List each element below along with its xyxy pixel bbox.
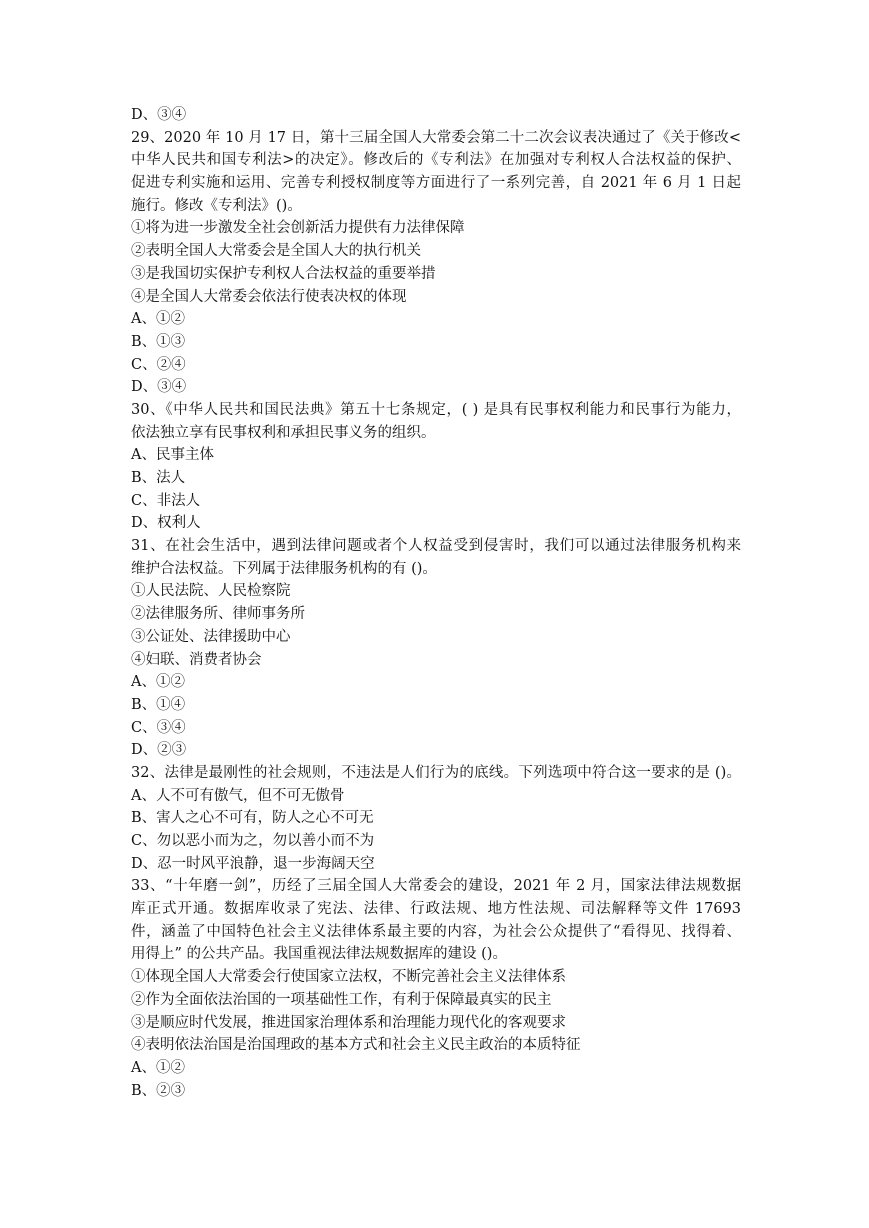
text-line: 用得上” 的公共产品。我国重视法律法规数据库的建设 ()。 [131, 946, 507, 963]
text-line: D、②③ [131, 742, 187, 759]
text-line: A、①② [131, 311, 185, 328]
text-line: D、③④ [131, 107, 187, 123]
text-line: 依法独立享有民事权利和承担民事义务的组织。 [131, 424, 436, 441]
text-line: ③是顺应时代发展，推进国家治理体系和治理能力现代化的客观要求 [131, 1014, 566, 1031]
text-line: 施行。修改《专利法》()。 [131, 197, 302, 214]
text-line: B、法人 [131, 470, 186, 486]
text-line: B、害人之心不可有，防人之心不可无 [131, 810, 374, 827]
text-line: 促进专利实施和运用、完善专利授权制度等方面进行了一系列完善，自 2021 年 6 月 1 日起 [131, 175, 741, 192]
document-page [131, 104, 741, 1102]
text-line: D、忍一时风平浪静，退一步海阔天空 [131, 855, 375, 872]
text-line: ②作为全面依法治国的一项基础性工作，有利于保障最真实的民主 [131, 991, 552, 1008]
text-line: 维护合法权益。下列属于法律服务机构的有 ()。 [131, 560, 437, 577]
text-line: ②法律服务所、律师事务所 [131, 606, 305, 623]
text-line: ④表明依法治国是治国理政的基本方式和社会主义民主政治的本质特征 [131, 1037, 581, 1054]
text-line: 中华人民共和国专利法>的决定》。修改后的《专利法》在加强对专利权人合法权益的保护、 [131, 152, 741, 169]
text-line: A、人不可有傲气，但不可无傲骨 [131, 787, 345, 804]
text-line: 件，涵盖了中国特色社会主义法律体系最主要的内容，为社会公众提供了“看得见、找得着、 [131, 923, 741, 940]
text-line: D、权利人 [131, 515, 201, 532]
text-line: 33、“十年磨一剑”，历经了三届全国人大常委会的建设，2021 年 2 月，国家法律法规数据 [131, 878, 741, 895]
text-line: ①将为进一步激发全社会创新活力提供有力法律保障 [131, 220, 465, 237]
text-line: B、①④ [131, 696, 186, 713]
text-line: ③是我国切实保护专利权人合法权益的重要举措 [131, 265, 436, 282]
text-line: A、①② [131, 1059, 185, 1076]
text-line: B、②③ [131, 1082, 186, 1099]
text-line: ③公证处、法律援助中心 [131, 628, 291, 645]
text-line: D、③④ [131, 379, 187, 396]
text-line: B、①③ [131, 333, 186, 350]
text-line: ①体现全国人大常委会行使国家立法权，不断完善社会主义法律体系 [131, 969, 566, 986]
text-line: ①人民法院、人民检察院 [131, 583, 291, 600]
text-line: 29、2020 年 10 月 17 日，第十三届全国人大常委会第二十二次会议表决通过了《关于修改< [131, 129, 741, 146]
text-line: A、①② [131, 674, 185, 691]
text-line: C、非法人 [131, 492, 201, 509]
text-line: C、勿以恶小而为之，勿以善小而不为 [131, 833, 375, 849]
text-line: C、③④ [131, 719, 186, 736]
text-line: 31、在社会生活中，遇到法律问题或者个人权益受到侵害时，我们可以通过法律服务机构来 [131, 538, 741, 555]
text-line: ④是全国人大常委会依法行使表决权的体现 [131, 288, 407, 305]
text-line: ④妇联、消费者协会 [131, 651, 262, 668]
text-line: ②表明全国人大常委会是全国人大的执行机关 [131, 243, 421, 260]
text-line: 32、法律是最刚性的社会规则，不违法是人们行为的底线。下列选项中符合这一要求的是 ()。 [131, 764, 741, 781]
text-line: 库正式开通。数据库收录了宪法、法律、行政法规、地方性法规、司法解释等文件 17693 [131, 901, 741, 918]
text-line: C、②④ [131, 356, 186, 373]
text-line: 30、《中华人民共和国民法典》第五十七条规定，( ) 是具有民事权利能力和民事行为能力， [131, 401, 741, 418]
text-line: A、民事主体 [131, 447, 214, 464]
